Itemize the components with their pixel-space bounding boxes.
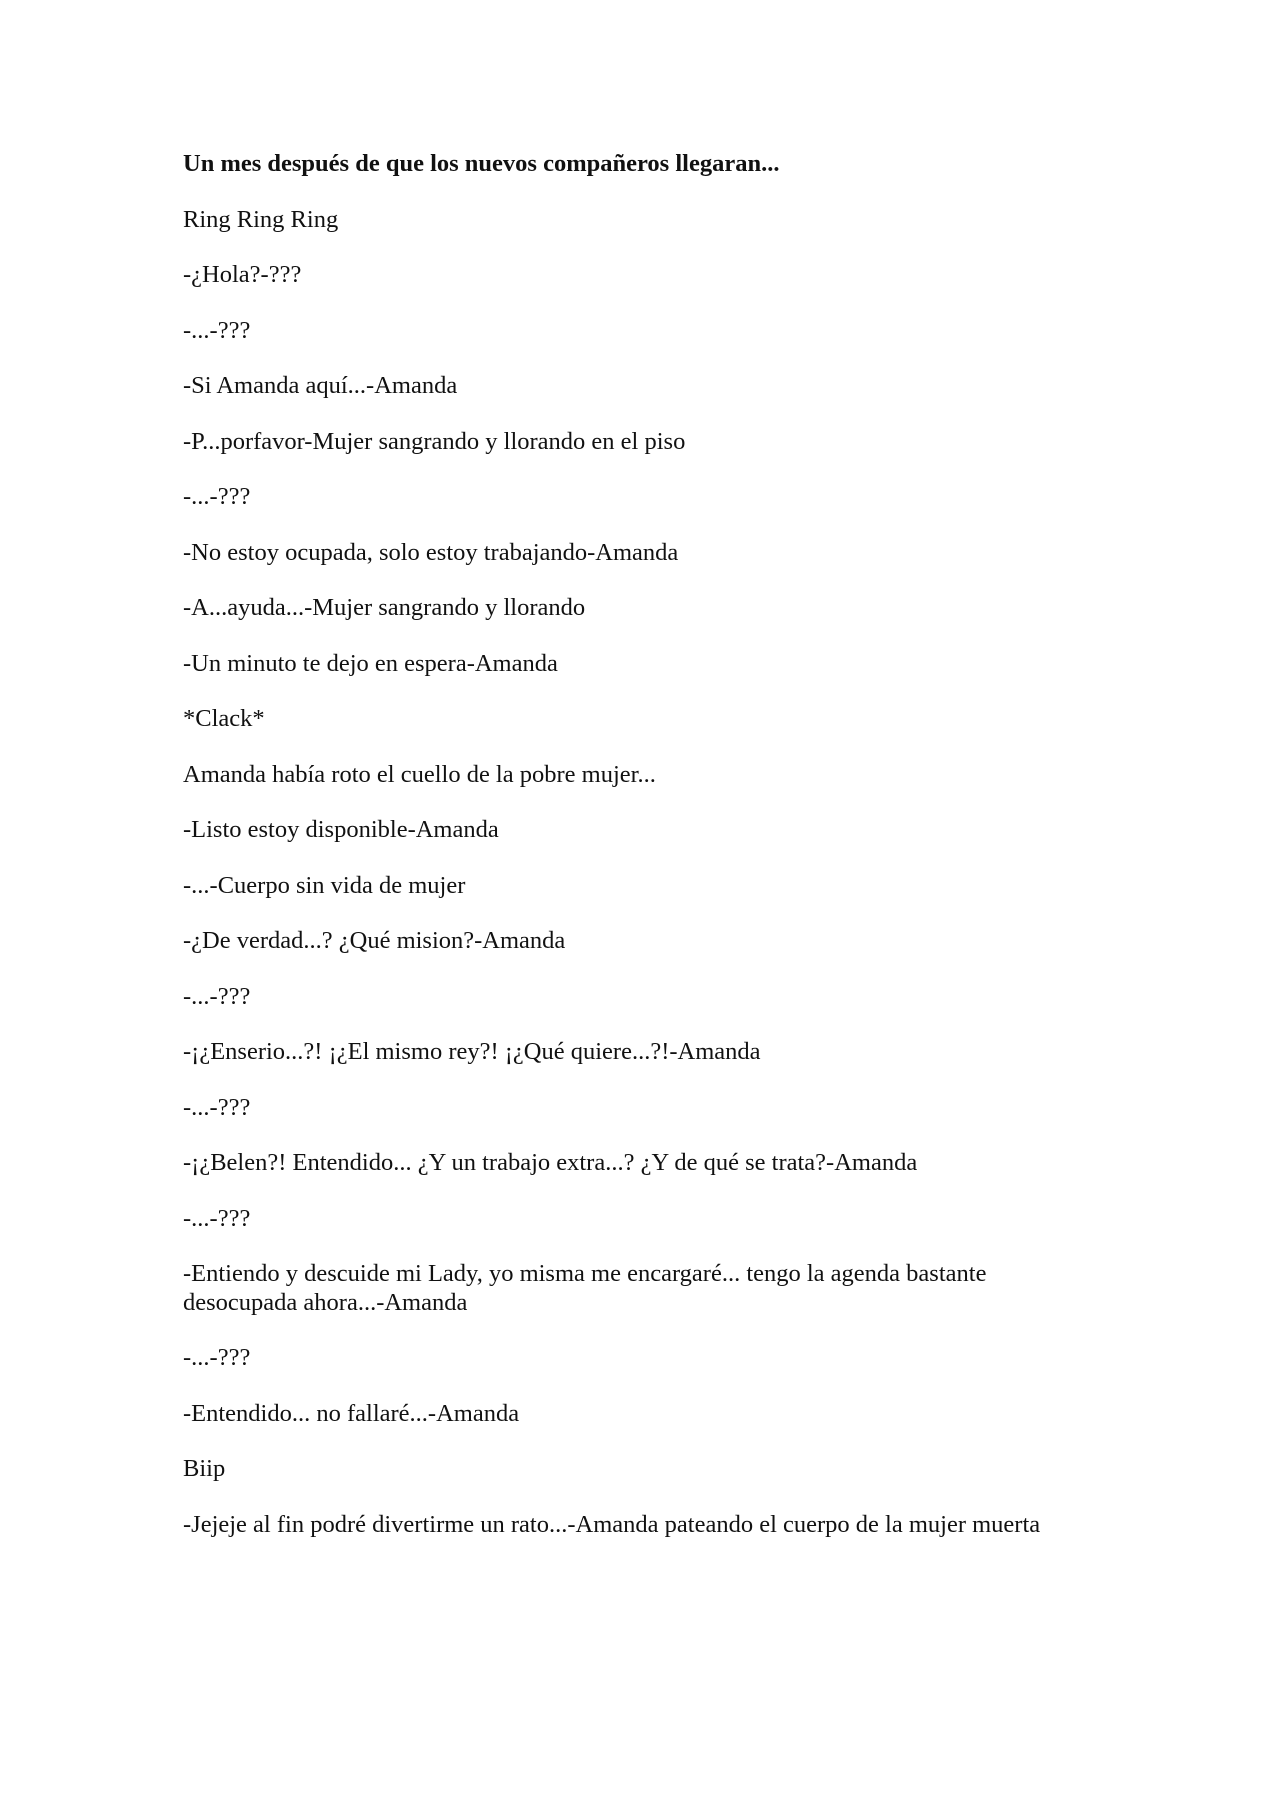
paragraph-line: Ring Ring Ring: [183, 205, 339, 233]
paragraph-line: -...-???: [183, 483, 251, 510]
paragraph-line: -P...porfavor-Mujer sangrando y llorando en el piso: [183, 427, 686, 455]
paragraph-line: -...-Cuerpo sin vida de mujer: [183, 871, 466, 899]
paragraph-line: -...-???: [183, 1204, 251, 1232]
paragraph-line: *Clack*: [183, 705, 265, 732]
paragraph-line: -Jejeje al fin podré divertirme un rato...-Amanda pateando el cuerpo de la mujer muerta: [183, 1510, 1041, 1538]
document-title: Un mes después de que los nuevos compañeros llegaran...: [183, 150, 780, 177]
paragraph-line: -Entiendo y descuide mi Lady, yo misma me encargaré... tengo la agenda bastante desocupada ahora...-Amanda: [183, 1260, 987, 1316]
paragraph-line: Amanda había roto el cuello de la pobre mujer...: [183, 760, 656, 788]
paragraph-line: Biip: [183, 1455, 226, 1482]
paragraph-line: -Si Amanda aquí...-Amanda: [183, 372, 458, 399]
paragraph-line: -Listo estoy disponible-Amanda: [183, 816, 499, 843]
paragraph-line: -¿Hola?-???: [183, 261, 302, 288]
paragraph-line: -¿De verdad...? ¿Qué mision?-Amanda: [183, 927, 566, 954]
paragraph-line: -A...ayuda...-Mujer sangrando y llorando: [183, 594, 586, 621]
paragraph-line: -...-???: [183, 1093, 251, 1121]
paragraph-line: -¡¿Enserio...?! ¡¿El mismo rey?! ¡¿Qué quiere...?!-Amanda: [183, 1038, 761, 1065]
paragraph-line: -...-???: [183, 316, 251, 344]
paragraph-line: -...-???: [183, 982, 251, 1010]
paragraph-line: -...-???: [183, 1344, 251, 1371]
paragraph-line: -No estoy ocupada, solo estoy trabajando-Amanda: [183, 538, 679, 566]
paragraph-line: -Entendido... no fallaré...-Amanda: [183, 1399, 520, 1427]
paragraph-line: -Un minuto te dejo en espera-Amanda: [183, 649, 558, 677]
document-body: [183, 150, 1103, 1566]
paragraph-line: -¡¿Belen?! Entendido... ¿Y un trabajo extra...? ¿Y de qué se trata?-Amanda: [183, 1149, 918, 1176]
